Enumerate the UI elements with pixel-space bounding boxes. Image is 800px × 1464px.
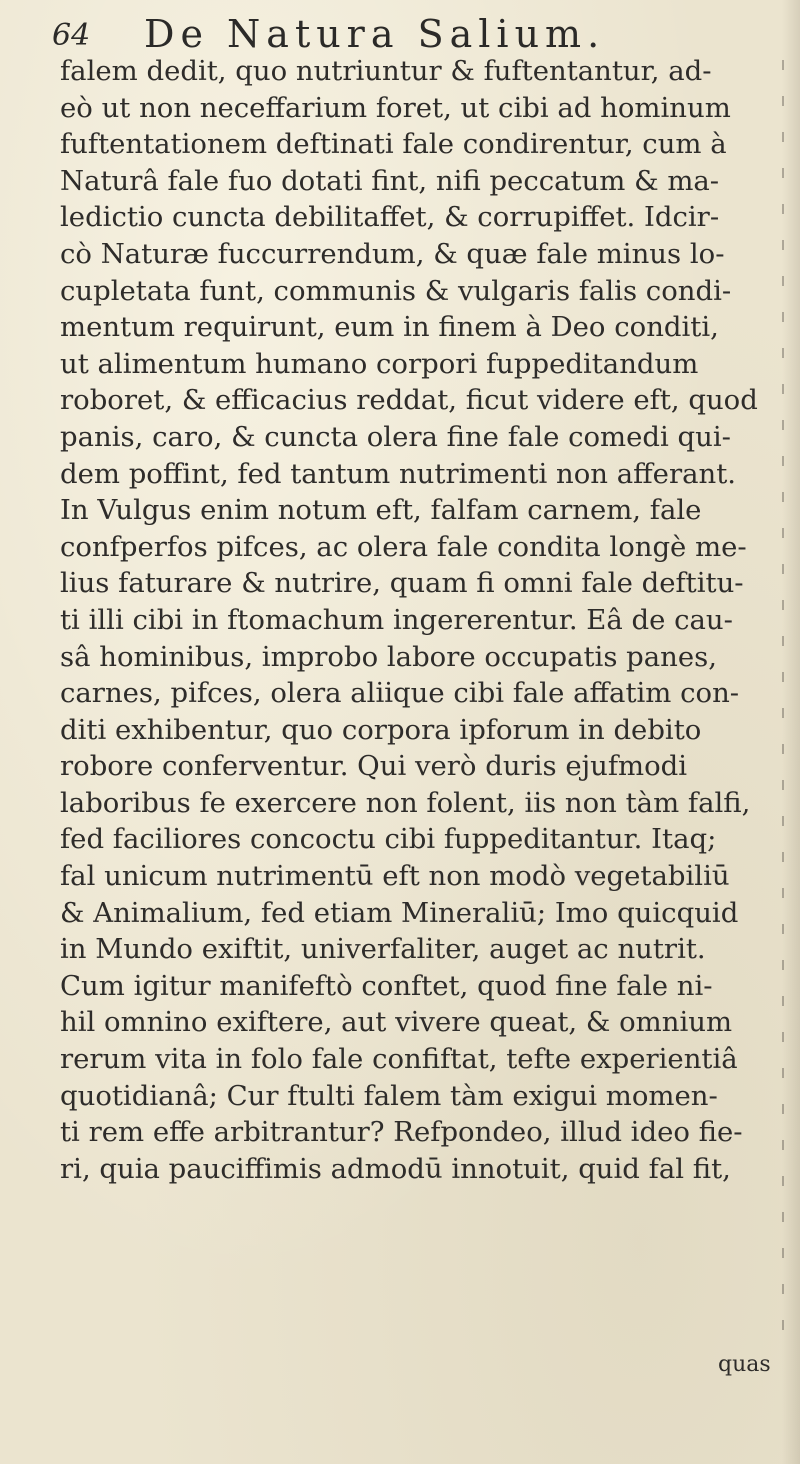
text-line: confperfos pifces, ac olera fale condita longè me- (60, 530, 747, 563)
text-line: & Animalium, fed etiam Mineraliū; Imo quicquid (60, 896, 739, 929)
text-line: rerum vita in folo fale confiftat, tefte experientiâ (60, 1043, 738, 1076)
text-line: Cum igitur manifeftò conftet, quod fine fale ni- (60, 969, 713, 1002)
text-line: in Mundo exiftit, univerfaliter, auget ac nutrit. (60, 933, 706, 966)
text-line: ti illi cibi in ftomachum ingererentur. Eâ de cau- (60, 603, 733, 636)
text-line: carnes, pifces, olera aliique cibi fale affatim con- (60, 677, 740, 710)
text-line: sâ hominibus, improbo labore occupatis panes, (60, 640, 718, 673)
text-line: fuftentationem deftinati fale condirentur, cum à (60, 128, 727, 161)
text-line: quotidianâ; Cur ftulti falem tàm exigui momen- (60, 1079, 718, 1112)
text-line: fed faciliores concoctu cibi fuppeditantur. Itaq; (60, 823, 717, 856)
text-line: dem poffint, fed tantum nutrimenti non afferant. (60, 457, 737, 490)
text-line: ti rem effe arbitrantur? Refpondeo, illud ideo fie- (60, 1116, 743, 1149)
text-line: laboribus fe exercere non folent, iis non tàm falfi, (60, 786, 751, 819)
catchword: quas (718, 1352, 771, 1377)
text-line: diti exhibentur, quo corpora ipforum in debito (60, 713, 702, 746)
text-line: ut alimentum humano corpori fuppeditandum (60, 347, 699, 380)
running-head: De Natura Salium. (144, 12, 606, 56)
text-line: In Vulgus enim notum eft, falfam carnem, fale (60, 494, 702, 527)
text-line: roboret, & efficacius reddat, ficut videre eft, quod (60, 384, 758, 417)
text-line: robore conferventur. Qui verò duris ejufmodi (60, 750, 688, 783)
body-text (60, 53, 790, 1187)
text-line: lius faturare & nutrire, quam fi omni fale deftitu- (60, 567, 744, 600)
text-line: panis, caro, & cuncta olera fine fale comedi qui- (60, 420, 731, 453)
text-line: mentum requirunt, eum in finem à Deo conditi, (60, 311, 719, 344)
text-line: fal unicum nutrimentū eft non modò vegetabiliū (60, 860, 730, 893)
text-line: cò Naturæ fuccurrendum, & quæ fale minus lo- (60, 237, 725, 270)
page-number: 64 (52, 18, 91, 53)
text-line: ledictio cuncta debilitaffet, & corrupiffet. Idcir- (60, 201, 720, 234)
text-line: eò ut non neceffarium foret, ut cibi ad hominum (60, 91, 731, 124)
text-line: hil omnino exiftere, aut vivere queat, & omnium (60, 1006, 733, 1039)
text-line: Naturâ fale fuo dotati fint, nifi peccatum & ma- (60, 164, 720, 197)
text-line: ri, quia pauciffimis admodū innotuit, quid fal fit, (60, 1152, 731, 1185)
text-line: falem dedit, quo nutriuntur & fuftentantur, ad- (60, 55, 712, 87)
text-line: cupletata funt, communis & vulgaris falis condi- (60, 274, 732, 307)
